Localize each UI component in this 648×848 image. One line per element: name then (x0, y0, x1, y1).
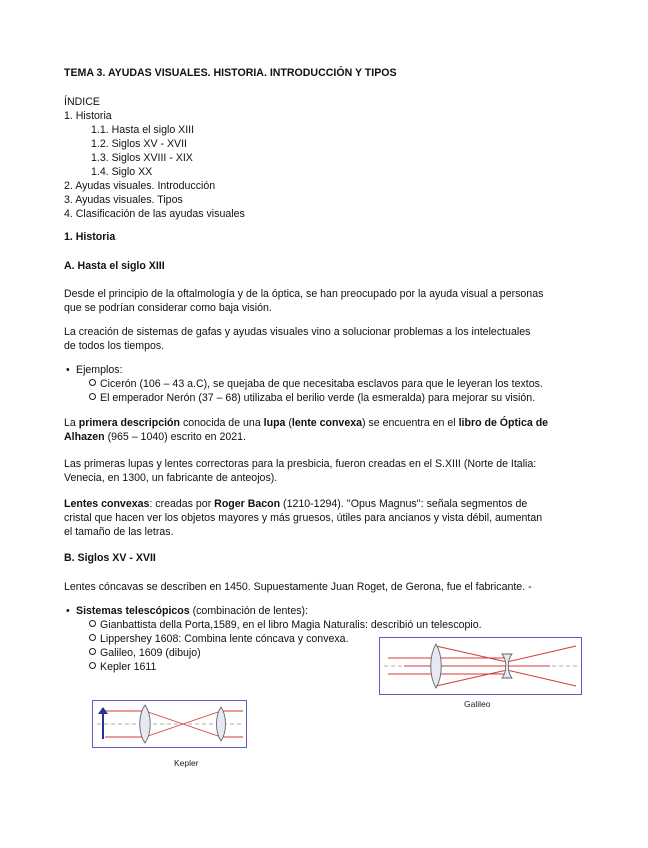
paragraph-line: La primera descripción conocida de una lupa (lente convexa) se encuentra en el libro de Óptica de (64, 417, 549, 429)
index-item: 1.2. Siglos XV - XVII (91, 138, 187, 150)
example-item: El emperador Nerón (37 – 68) utilizaba el berilio verde (la esmeralda) para mejorar su visión. (89, 391, 535, 405)
paragraph-line: Lentes cóncavas se describen en 1450. Supuestamente Juan Roget, de Gerona, fue el fabricante. - (64, 581, 532, 593)
examples-label: Ejemplos: (76, 364, 123, 376)
paragraph-line: Lentes convexas: creadas por Roger Bacon (1210-1294). ''Opus Magnus'': señala segmentos de (64, 498, 528, 510)
paragraph-line: cristal que hacen ver los objetos mayores y más gruesos, útiles para ancianos y vista débil, aumentan (64, 512, 543, 524)
bullet-dot: • (66, 364, 70, 376)
paragraph-line: Las primeras lupas y lentes correctoras para la presbicia, fueron creadas en el S.XIII (Norte de Italia: (64, 458, 537, 470)
paragraph-line: el tamaño de las letras. (64, 526, 174, 538)
index-item: 2. Ayudas visuales. Introducción (64, 180, 216, 192)
section-heading: 1. Historia (64, 231, 116, 243)
index-item: 1.3. Siglos XVIII - XIX (91, 152, 193, 164)
paragraph-line: La creación de sistemas de gafas y ayudas visuales vino a solucionar problemas a los intelectuales (64, 326, 531, 338)
index-item: 1.4. Siglo XX (91, 166, 153, 178)
galileo-caption: Galileo (464, 699, 491, 709)
bullet-text: Sistemas telescópicos (combinación de lentes): (76, 605, 309, 617)
paragraph-line: de todos los tiempos. (64, 340, 165, 352)
kepler-telescope-drawing (93, 701, 246, 747)
bullet-dot: • (66, 605, 70, 617)
circle-bullet-icon (89, 379, 96, 386)
index-heading: ÍNDICE (64, 96, 100, 108)
kepler-caption: Kepler (174, 758, 199, 768)
circle-bullet-icon (89, 634, 96, 641)
circle-bullet-icon (89, 393, 96, 400)
paragraph-line: que se podrían considerar como baja visión. (64, 302, 272, 314)
index-item: 1.1. Hasta el siglo XIII (91, 124, 195, 136)
example-item: Cicerón (106 – 43 a.C), se quejaba de que necesitaba esclavos para que le leyeran los textos. (89, 377, 543, 391)
telescope-item: Gianbattista della Porta,1589, en el libro Magia Naturalis: describió un telescopio. (89, 618, 482, 632)
galileo-diagram (379, 637, 582, 695)
telescope-item: Kepler 1611 (89, 660, 156, 674)
index-item: 1. Historia (64, 110, 112, 122)
document-title: TEMA 3. AYUDAS VISUALES. HISTORIA. INTRODUCCIÓN Y TIPOS (64, 67, 397, 79)
index-item: 4. Clasificación de las ayudas visuales (64, 208, 245, 220)
galileo-telescope-drawing (380, 638, 581, 694)
telescope-item: Lippershey 1608: Combina lente cóncava y convexa. (89, 632, 349, 646)
circle-bullet-icon (89, 648, 96, 655)
paragraph-line: Desde el principio de la oftalmología y de la óptica, se han preocupado por la ayuda visual a personas (64, 288, 544, 300)
index-item: 3. Ayudas visuales. Tipos (64, 194, 183, 206)
circle-bullet-icon (89, 662, 96, 669)
subsection-heading: A. Hasta el siglo XIII (64, 260, 165, 272)
paragraph-line: Venecia, en 1300, un fabricante de anteojos). (64, 472, 278, 484)
telescope-item: Galileo, 1609 (dibujo) (89, 646, 201, 660)
subsection-heading: B. Siglos XV - XVII (64, 552, 156, 564)
kepler-diagram (92, 700, 247, 748)
circle-bullet-icon (89, 620, 96, 627)
paragraph-line: Alhazen (965 – 1040) escrito en 2021. (64, 431, 246, 443)
